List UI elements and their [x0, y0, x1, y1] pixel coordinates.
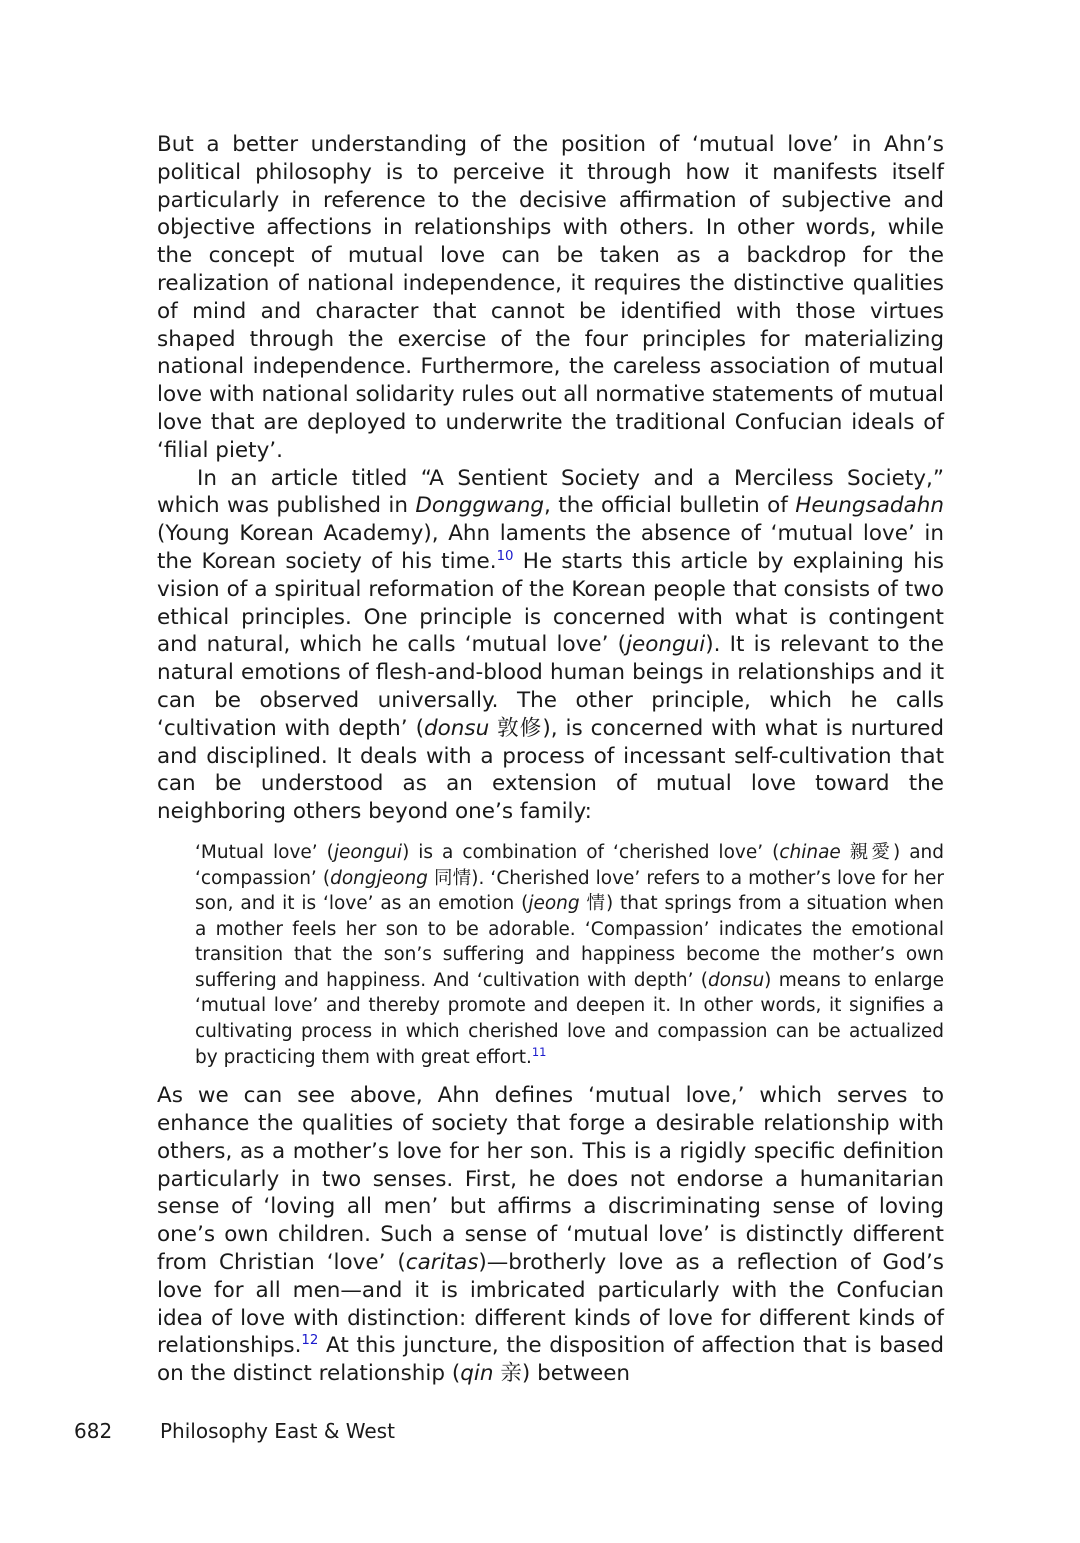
italic-term-jeongui: jeongui — [333, 841, 403, 863]
italic-term-jeongui: jeongui — [626, 632, 706, 658]
page-number: 682 — [74, 1419, 113, 1443]
footnote-ref-11[interactable]: 11 — [531, 1044, 547, 1059]
italic-term-caritas: caritas — [405, 1250, 479, 1276]
footnote-ref-12[interactable]: 12 — [301, 1333, 319, 1349]
italic-term-chinae: chinae — [779, 841, 841, 863]
journal-title: Philosophy East & West — [160, 1419, 395, 1443]
block-quote: ‘Mutual love’ (jeongui) is a combination of ‘cherished love’ (chinae 親愛) and ‘compassion’ (dongjeong 同情). ‘Cherished love’ refers to a mother’s love for her son, and it is ‘love’ as an emotion (jeong 情) that springs from a situation when a mother feels her son to be adorable. ‘Compassion’ indicates the emotional transition that the son’s suffering and happiness become the mother’s own suffering and happiness. And ‘cultivation with depth’ (donsu) means to enlarge ‘mutual love’ and thereby promote and deepen it. In other words, it signifies a cultivating process in which cherished love and compassion can be actualized by practicing them with great effort.$^{11}$ — [195, 841, 944, 1068]
paragraph-2: In an article titled “A Sentient Society and a Merciless Society,” which was published in Donggwang, the official bulletin of Heungsadahn (Young Korean Academy), Ahn laments the absence of ‘mutual love’ in the Korean society of his time.$^{10}$ He starts this article by explaining his vision of a spiritual reformation of the Korean people that consists of two ethical principles. One principle is concerned with what is contingent and natural, which he calls ‘mutual love’ (jeongui). It is relevant to the natural emotions of flesh-and-blood human beings in relationships and it can be observed universally. The other principle, which he calls ‘cultivation with depth’ (donsu 敦修), is concerned with what is nurtured and disciplined. It deals with a process of incessant self-cultivation that can be understood as an extension of mutual love toward the neighboring others beyond one’s family: — [157, 465, 945, 825]
italic-term-jeong: jeong — [528, 893, 580, 915]
page-footer — [74, 1419, 395, 1443]
italic-term-donggwang: Donggwang — [415, 493, 545, 519]
italic-term-donsu: donsu — [423, 715, 490, 741]
italic-term-qin: qin — [460, 1361, 494, 1387]
paragraph-1 — [157, 131, 944, 465]
italic-term-heungsadahn: Heungsadahn — [795, 493, 945, 519]
article-body — [157, 131, 944, 1388]
italic-term-donsu: donsu — [708, 969, 765, 991]
paragraph-1-text: But a better understanding of the position of ‘mutual love’ in Ahn’s political philosophy is to perceive it through how it manifests itself particularly in reference to the decisive affirmation of subjective and objective affections in relationships with others. In other words, while the concept of mutual love can be taken as a backdrop for the realization of national independence, it requires the distinctive qualities of mind and character that cannot be identified with those virtues shaped through the exercise of the four principles for materializing national independence. Furthermore, the careless association of mutual love with national solidarity rules out all normative statements of mutual love that are deployed to underwrite the traditional Confucian ideals of ‘filial piety’. — [157, 132, 944, 463]
paragraph-3: As we can see above, Ahn defines ‘mutual love,’ which serves to enhance the qualities of society that forge a desirable relationship with others, as a mother’s love for her son. This is a rigidly specific definition particularly in two senses. First, he does not endorse a humanitarian sense of ‘loving all men’ but affirms a discriminating sense of loving one’s own children. Such a sense of ‘mutual love’ is distinctly different from Christian ‘love’ (caritas)—brotherly love as a reflection of God’s love for all men—and it is imbricated particularly with the Confucian idea of love with distinction: different kinds of love for different kinds of relationships.$^{12}$ At this juncture, the disposition of affection that is based on the distinct relationship (qin 亲) between — [157, 1083, 944, 1387]
italic-term-dongjeong: dongjeong — [330, 867, 428, 889]
footnote-ref-10[interactable]: 10 — [496, 548, 514, 564]
